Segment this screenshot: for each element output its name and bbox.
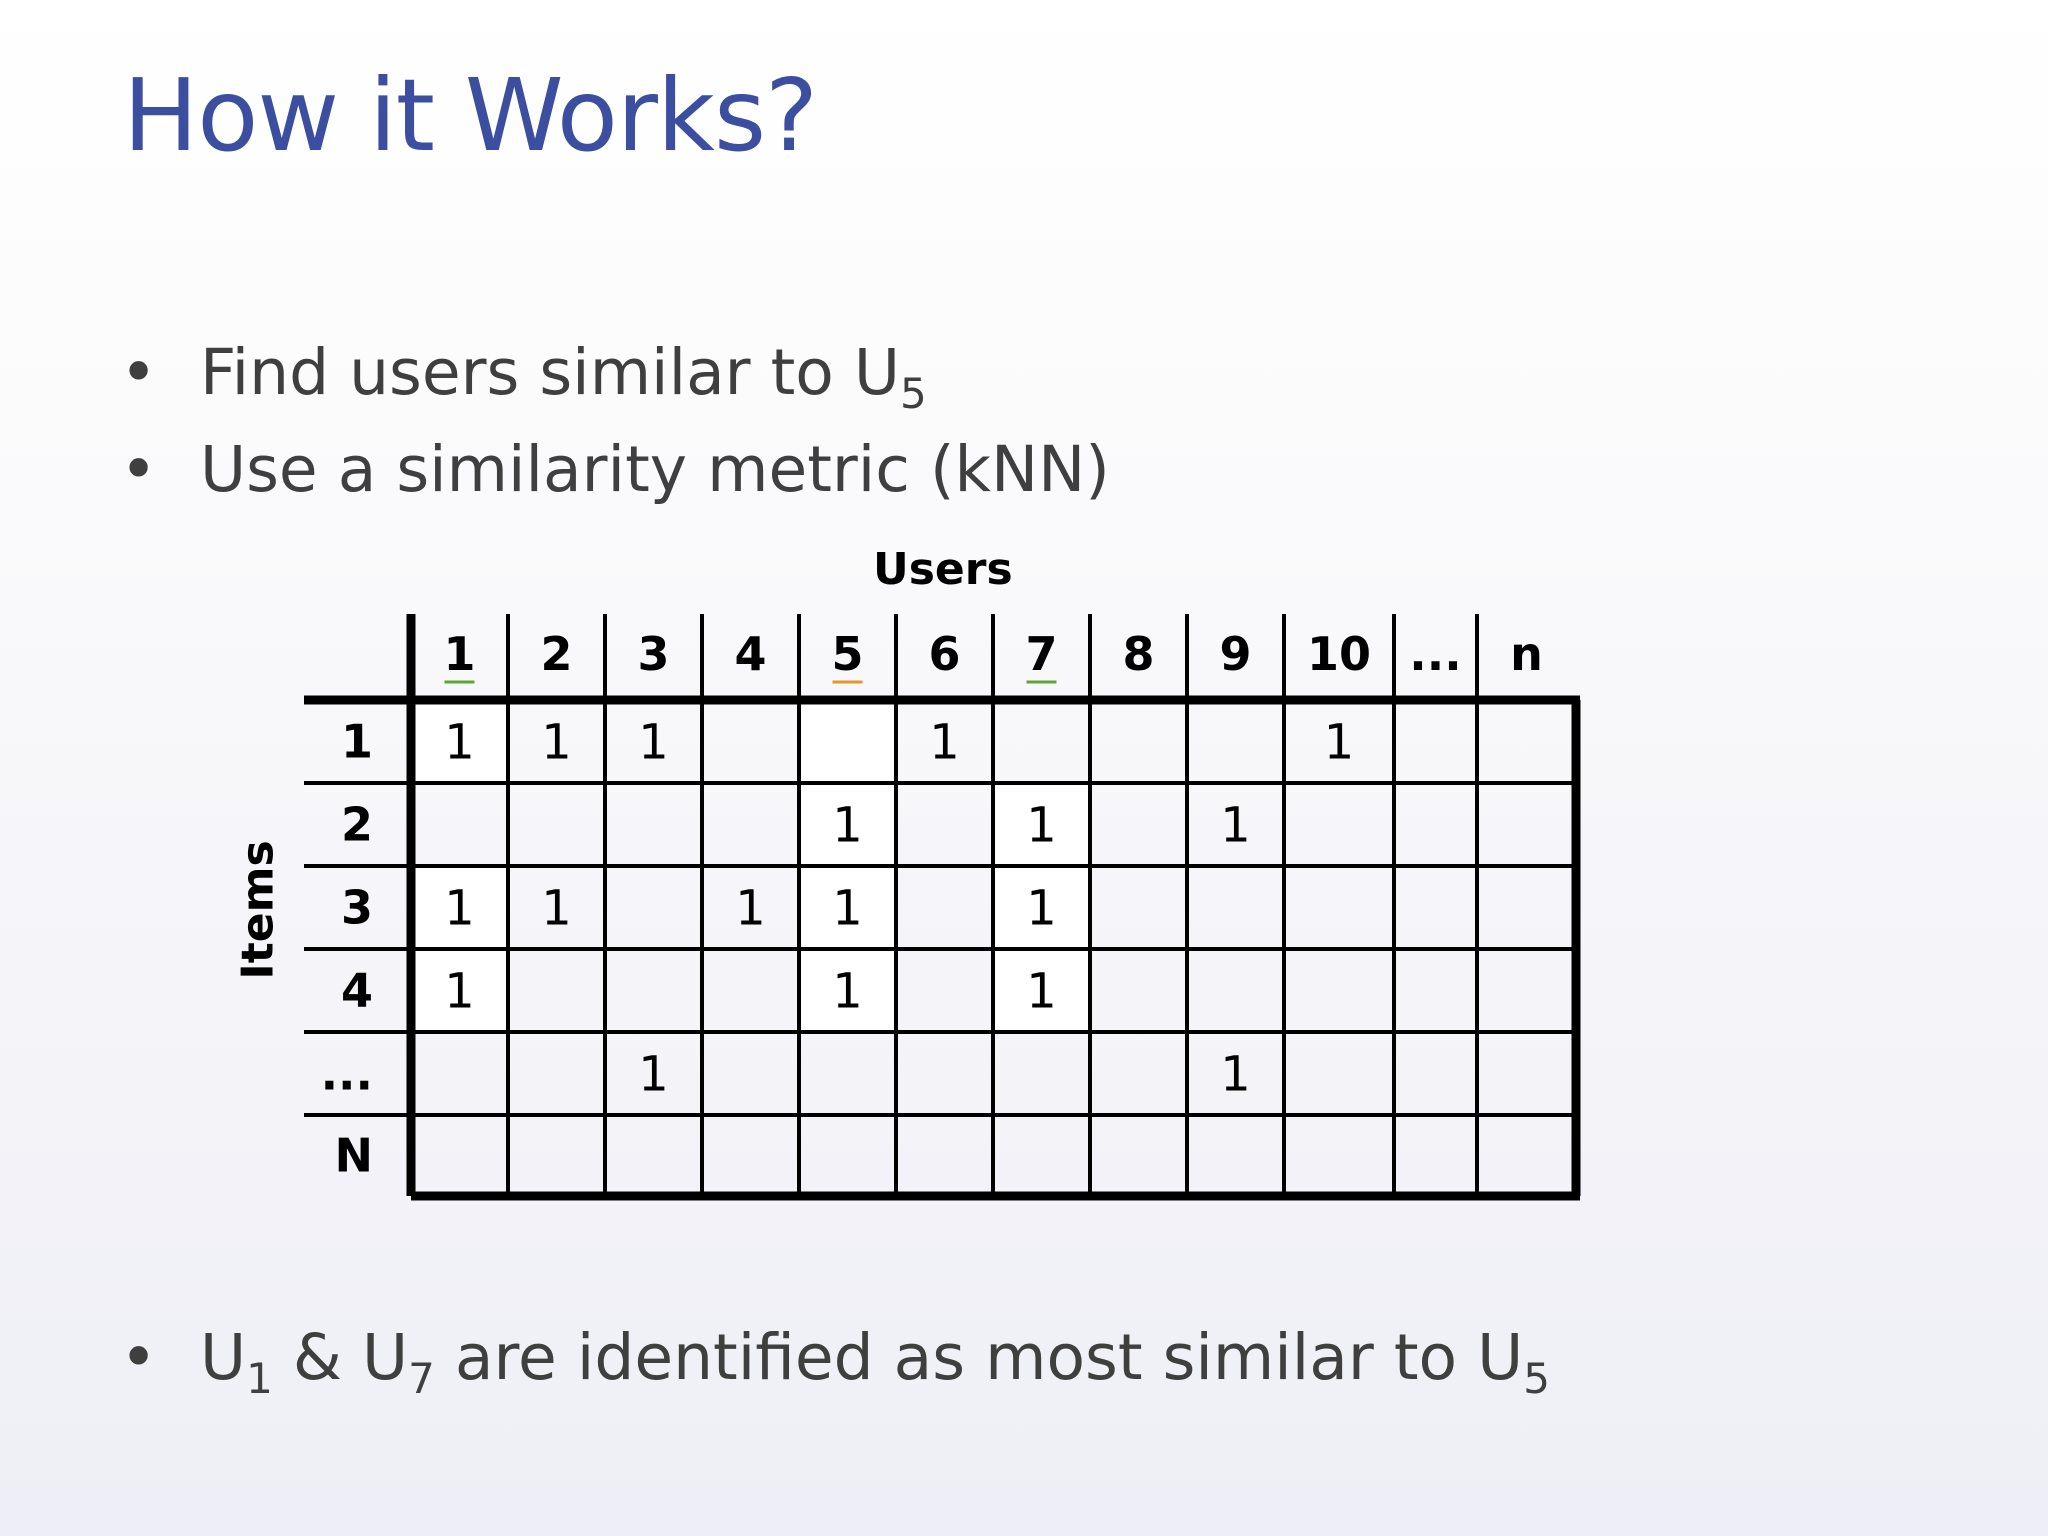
bullet-dot: • [120,336,158,409]
item-row-header: 1 [340,714,373,769]
user-column-header: 5 [831,627,864,681]
matrix-cell-value: 1 [1026,880,1057,937]
matrix-cell-value: 1 [541,880,572,937]
item-row-header: 2 [340,797,373,852]
matrix-cell-value: 1 [1026,797,1057,854]
matrix-cell-value: 1 [444,880,475,937]
matrix-cell-value: 1 [1026,963,1057,1020]
matrix-cell-value: 1 [444,963,475,1020]
item-row-header: ... [320,1046,373,1101]
user-column-header: 8 [1122,627,1155,681]
matrix-cell-value: 1 [832,963,863,1020]
matrix-cell-value: 1 [638,714,669,771]
item-row-header: N [334,1128,373,1183]
bullet-dot: • [120,433,158,506]
user-column-header: ... [1409,627,1462,681]
bullet-text: $U_1$ & $U_7$ are identified as most similar to $U_5$ [200,1321,1550,1403]
matrix-cell-value: 1 [541,714,572,771]
user-column-header: 6 [928,627,961,681]
matrix-cell-value: 1 [1323,714,1355,771]
matrix-cell-value: 1 [929,714,960,771]
matrix-cell-value: 1 [735,880,766,937]
user-column-header: 1 [443,627,476,681]
user-column-header: 3 [637,627,670,681]
bullet-dot: • [120,1321,158,1394]
matrix-cell-value: 1 [638,1046,669,1103]
items-axis-label: Items [232,840,284,980]
item-row-header: 4 [340,963,373,1018]
item-row-header: 3 [340,880,373,935]
matrix-cell-value: 1 [832,880,863,937]
matrix-cell-value: 1 [444,714,475,771]
matrix-cell-value: 1 [832,797,863,854]
users-axis-label: Users [873,544,1013,595]
matrix-cell-value: 1 [1220,1046,1251,1103]
user-column-header: 7 [1025,627,1058,681]
user-column-header: 9 [1219,627,1252,681]
user-column-header: 10 [1306,627,1372,681]
user-column-header: 4 [734,627,767,681]
bullet-text: Find users similar to $U_5$ [200,336,927,418]
highlighted-cell [799,700,896,783]
bullet-text: Use a similarity metric (kNN) [200,433,1110,506]
user-column-header: 2 [540,627,573,681]
user-column-header: n [1510,627,1543,681]
matrix-cell-value: 1 [1220,797,1251,854]
slide-title: How it Works? [123,57,818,174]
